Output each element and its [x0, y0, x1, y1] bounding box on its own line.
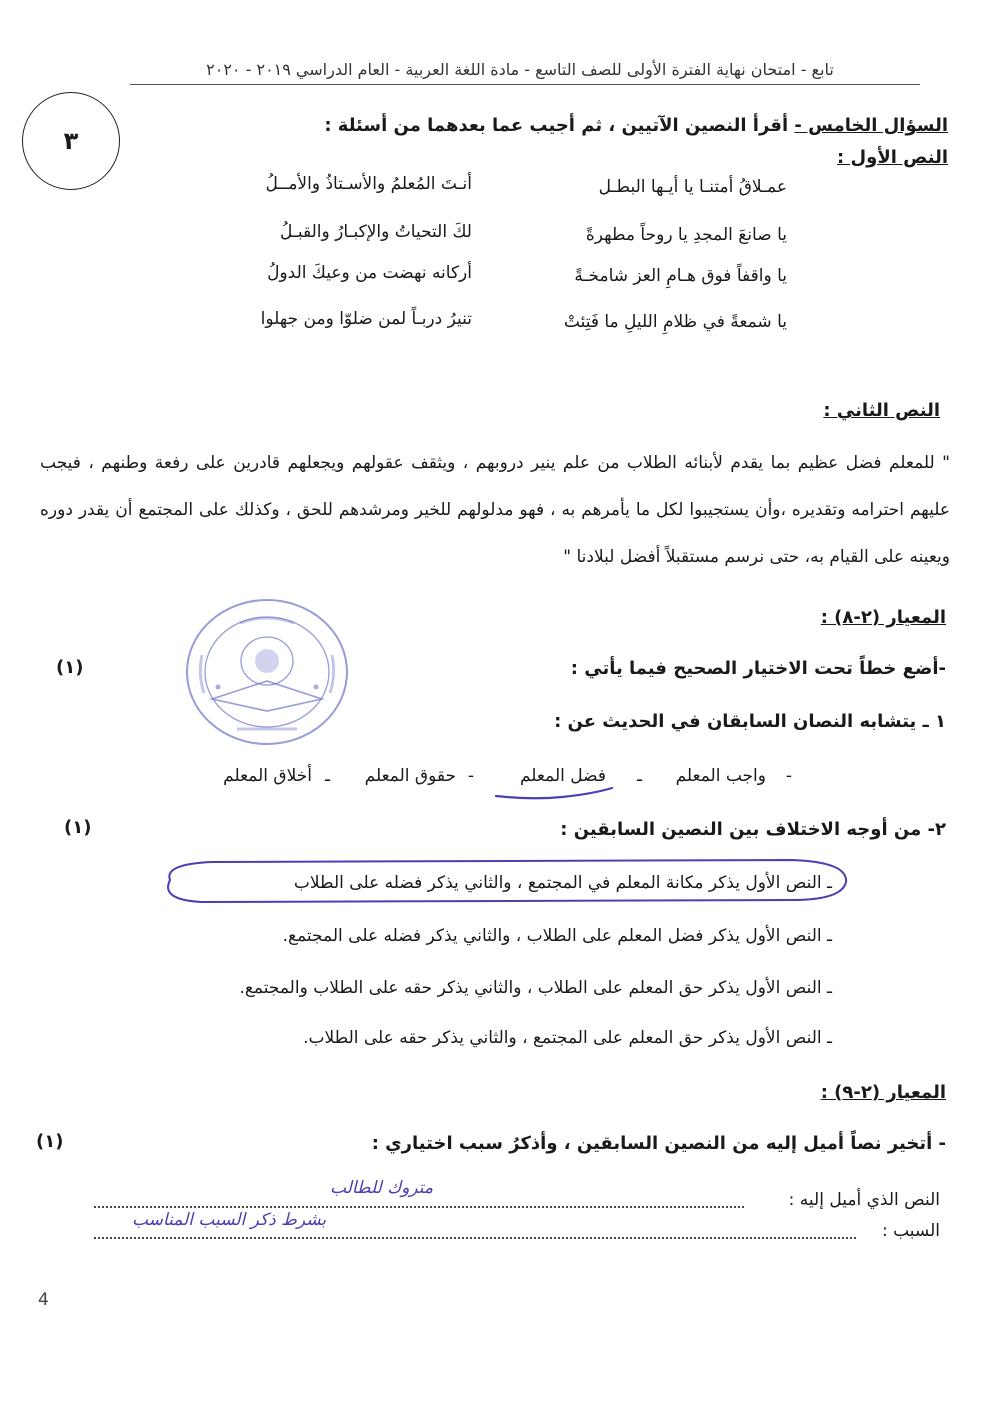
text-choice-label: النص الذي أميل إليه :	[788, 1190, 940, 1210]
text1-heading: النص الأول :	[837, 147, 948, 168]
q2-mark: (١)	[64, 817, 92, 838]
q1-option-3[interactable]: حقوق المعلم	[364, 766, 456, 786]
handwritten-answer-2: بشرط ذكر السبب المناسب	[132, 1210, 327, 1230]
verse-1-right: عمـلاقُ أمتنـا يا أيـها البطـل	[598, 177, 787, 197]
verse-2-right: يا صانعَ المجدِ يا روحاً مطهرةً	[585, 225, 787, 245]
question-label: السؤال الخامس -	[794, 115, 948, 136]
q1-option-2-selected[interactable]: فضل المعلم	[519, 766, 606, 786]
task2-mark: (١)	[36, 1131, 64, 1152]
text2-paragraph: " للمعلم فضل عظيم بما يقدم لأبنائه الطلاب من علم ينير دروبهم ، ويثقف عقولهم ويجعلهم قادرين على رفعة وطنهم ، فيجب عليهم احترامه وتقديره ،وأن يستجيبوا لكل ما يأمرهم به ، فهو مدلولهم للخير ومرشدهم للحق ، وكذلك على المجتمع أن يقدر دوره ويعينه على القيام به، حتى نرسم مستقبلاً أفضل لبلادنا "	[40, 453, 950, 567]
q1-separator-3: ـ	[325, 766, 330, 786]
q2-option-3[interactable]: ـ النص الأول يذكر حق المعلم على الطلاب ، والثاني يذكر حقه على الطلاب والمجتمع.	[239, 978, 832, 998]
q1-option-1[interactable]: واجب المعلم	[675, 766, 766, 786]
verse-4-left: تنيرُ دربـاً لمن ضلوّا ومن جهلوا	[260, 309, 472, 329]
answer-circle-mark	[152, 856, 852, 906]
q1-option-4[interactable]: أخلاق المعلم	[223, 766, 312, 786]
exam-header: تابع - امتحان نهاية الفترة الأولى للصف التاسع - مادة اللغة العربية - العام الدراسي ٢٠١٩ - ٢٠٢٠	[206, 60, 834, 79]
handwritten-answer-1: متروك للطالب	[330, 1178, 434, 1198]
verse-3-right: يا واقفاً فوق هـامِ العز شامخـةً	[574, 266, 787, 286]
header-divider	[130, 84, 920, 85]
verse-2-left: لكَ التحياتُ والإكبـارُ والقبـلُ	[280, 222, 472, 242]
page-number: 4	[38, 1290, 49, 1310]
ministry-seal-icon	[182, 595, 352, 750]
page-circle: ٣	[22, 92, 120, 190]
question-instruction: أقرأ النصين الآتيين ، ثم أجيب عما بعدهما من أسئلة :	[324, 115, 789, 136]
q2-option-4[interactable]: ـ النص الأول يذكر حق المعلم على المجتمع ، والثاني يذكر حقه على الطلاب.	[303, 1028, 832, 1048]
task1-instruction: -أضع خطاً تحت الاختيار الصحيح فيما يأتي :	[570, 658, 946, 679]
q2-option-2[interactable]: ـ النص الأول يذكر فضل المعلم على الطلاب ، والثاني يذكر فضله على المجتمع.	[282, 926, 832, 946]
reason-label: السبب :	[881, 1221, 940, 1241]
q2-text: ٢- من أوجه الاختلاف بين النصين السابقين :	[560, 819, 946, 840]
verse-1-left: أنـتَ المُعلمُ والأسـتاذُ والأمــلُ	[265, 174, 472, 194]
text2-heading: النص الثاني :	[823, 400, 940, 421]
task1-mark: (١)	[56, 657, 84, 678]
q1-separator-1: ـ	[637, 766, 642, 786]
verse-3-left: أركانه نهضت من وعيكَ الدولُ	[267, 263, 472, 283]
question-title	[324, 115, 948, 136]
standard-2-8: المعيار (٢-٨) :	[820, 607, 946, 628]
task2-text: - أتخير نصاً أميل إليه من النصين السابقين ، وأذكرُ سبب اختياري :	[371, 1133, 946, 1154]
answer-underline-mark	[492, 780, 620, 808]
q1-text: ١ ـ يتشابه النصان السابقان في الحديث عن :	[554, 711, 946, 732]
q1-prefix-dash: -	[785, 766, 792, 786]
standard-2-9: المعيار (٢-٩) :	[820, 1082, 946, 1103]
verse-4-right: يا شمعةً في ظلامِ الليلِ ما فَتِئتْ	[563, 312, 787, 332]
q2-option-1-selected[interactable]: ـ النص الأول يذكر مكانة المعلم في المجتمع ، والثاني يذكر فضله على الطلاب	[293, 873, 832, 893]
q1-separator-2: -	[467, 766, 474, 786]
